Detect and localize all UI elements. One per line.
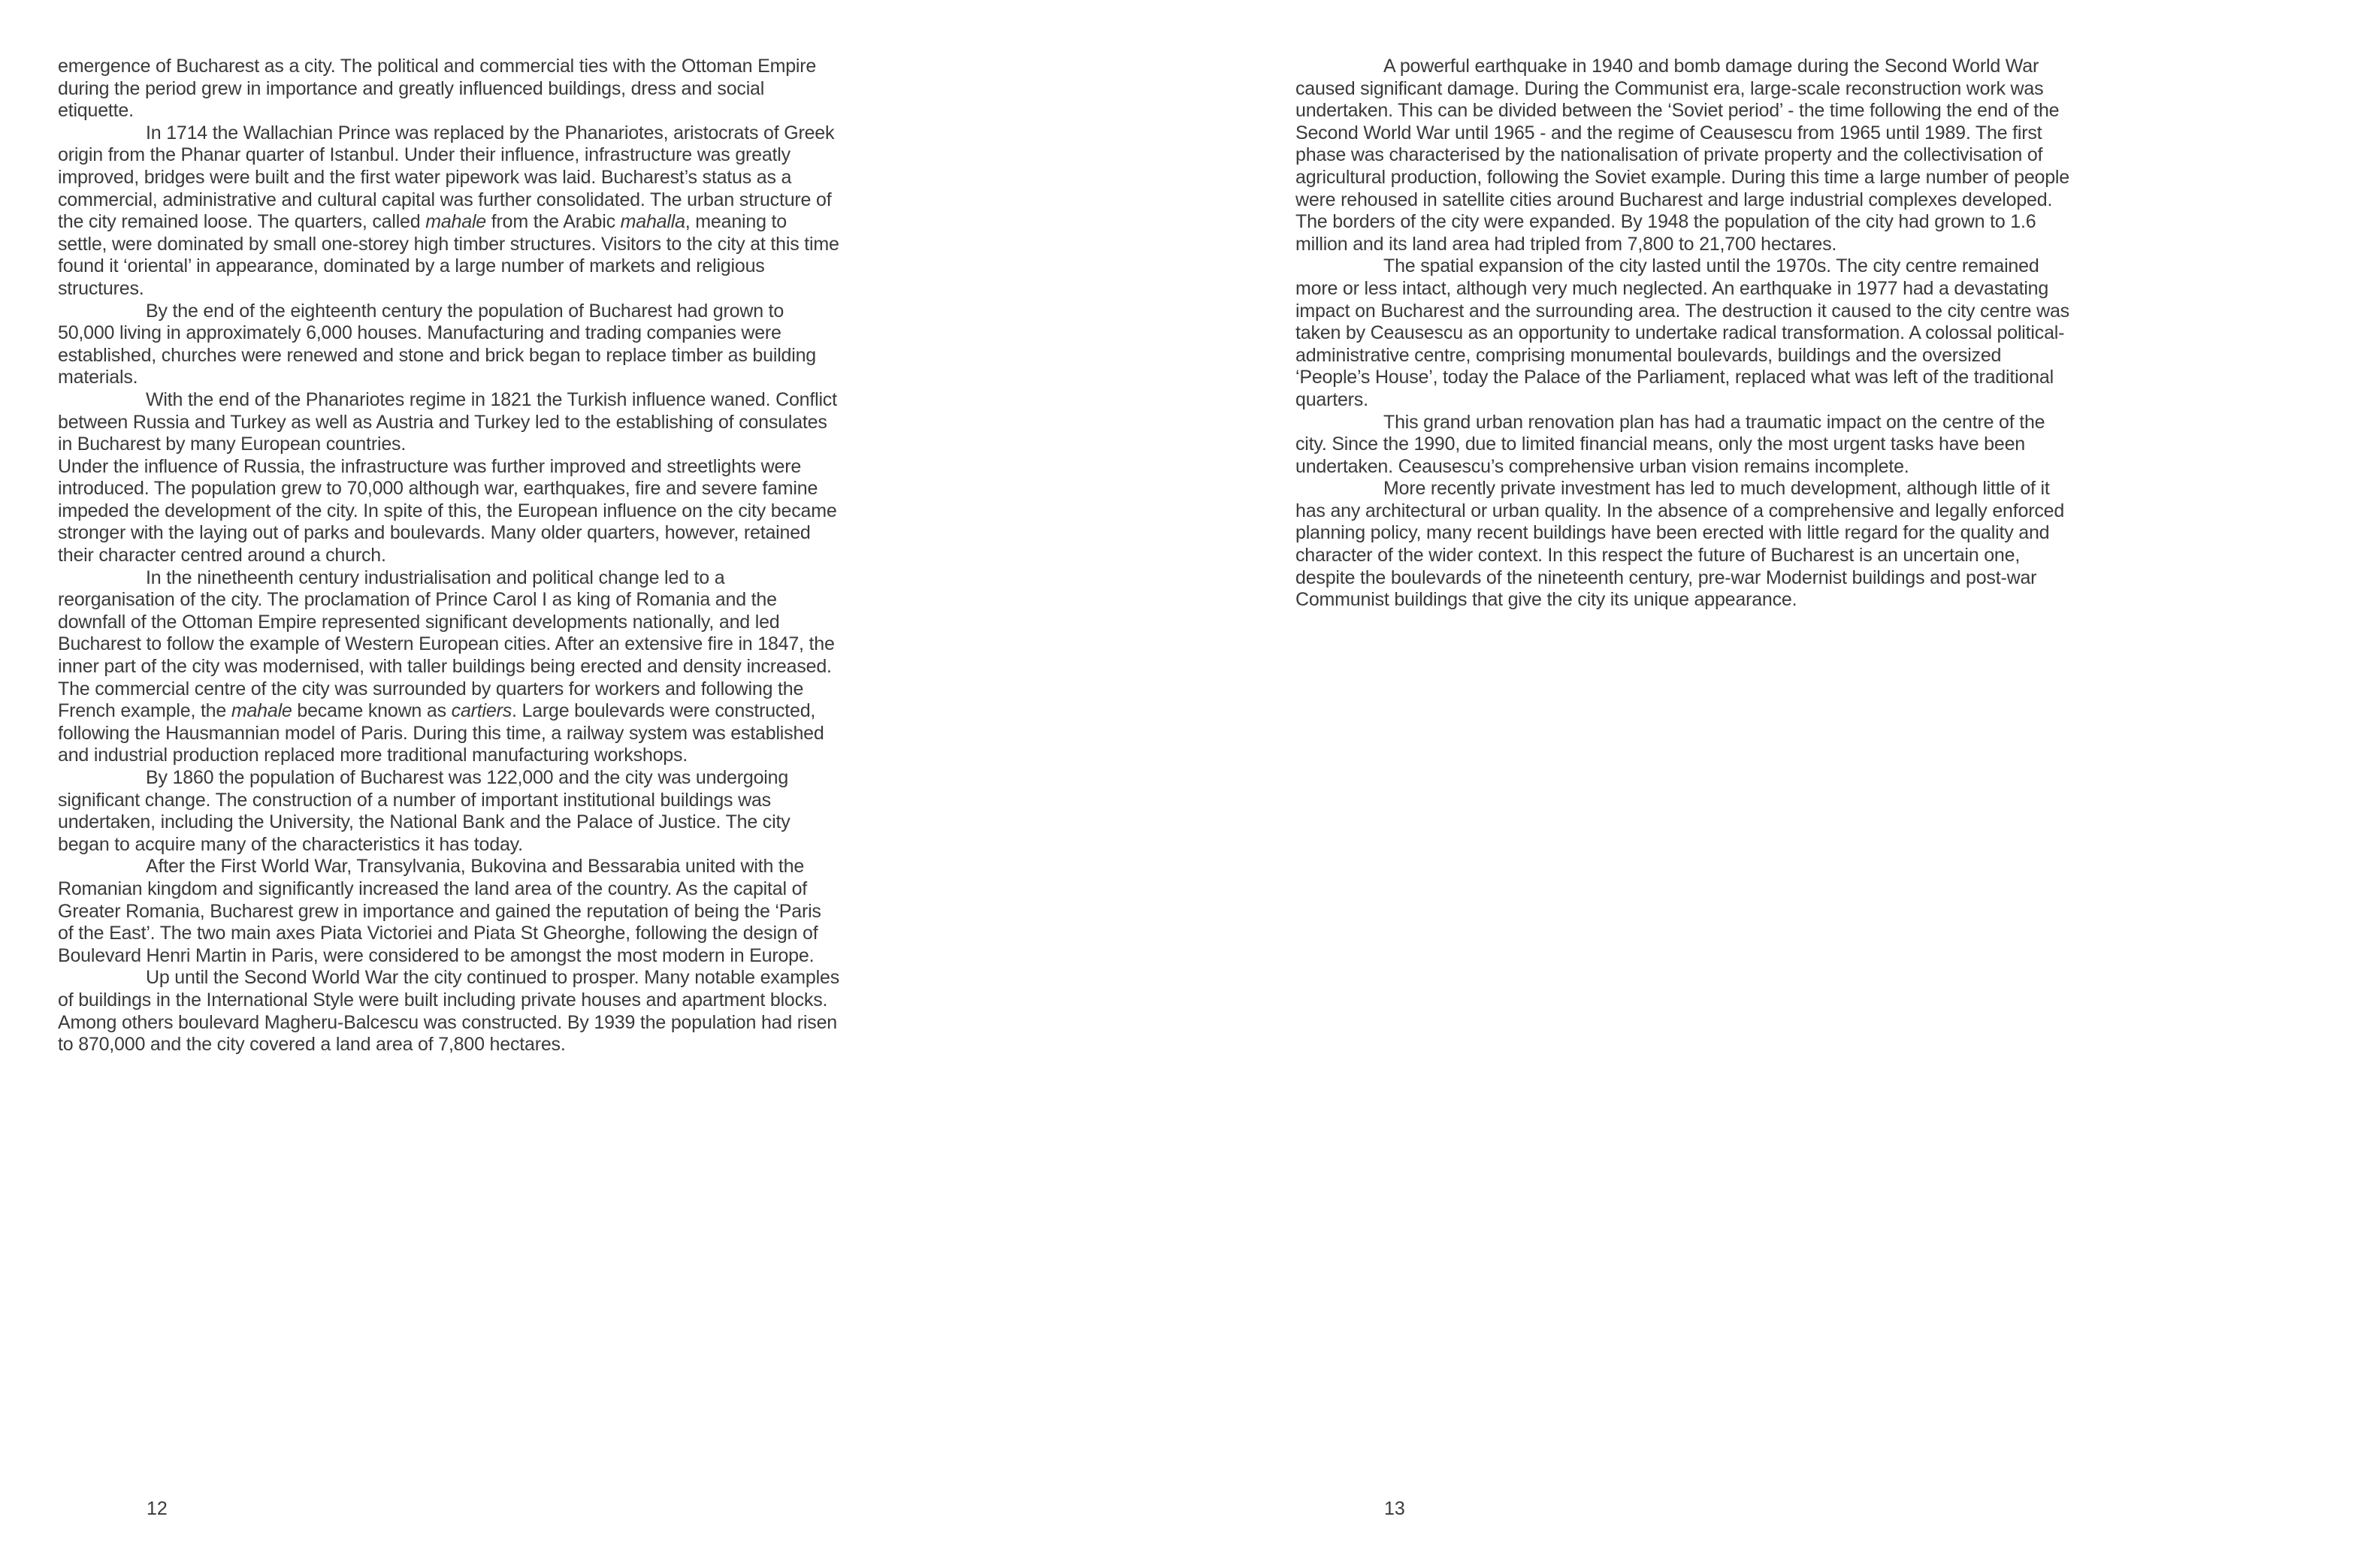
page-number: 13 [1384,1498,1405,1519]
paragraph [58,301,839,389]
text-segment: A powerful earthquake in 1940 and bomb damage during the Second World War caused significant damage. During the Communist era, large-scale reconstruction work was undertaken. This can be divided between the ‘Soviet period’ - the time following the end of the Second World War until 1965 - and the regime of Ceausescu from 1965 until 1989. The first phase was characterised by the nationalisation of private property and the collectivisation of agricultural production, following the Soviet example. During this time a large number of people were rehoused in satellite cities around Bucharest and large industrial complexes developed. The borders of the city were expanded. By 1948 the population of the city had grown to 1.6 million and its land area had tripled from 7,800 to 21,700 hectares. [1295,56,2069,255]
text-segment: More recently private investment has led to much development, although little of it has any architectural or urban quality. In the absence of a comprehensive and legally enforced planning policy, many recent buildings have been erected with little regard for the quality and character of the wider context. In this respect the future of Bucharest is an uncertain one, despite the boulevards of the nineteenth century, pre-war Modernist buildings and post-war Communist buildings that give the city its unique appearance. [1295,478,2065,611]
paragraph [58,767,839,856]
italic-term: mahale [425,211,487,233]
page-number: 12 [147,1498,168,1519]
text-segment: The spatial expansion of the city lasted until the 1970s. The city centre remained more or less intact, although very much neglected. An earthquake in 1977 had a devastating impact on Bucharest and the surrounding area. The destruction it caused to the city centre was taken by Ceausescu as an opportunity to undertake radical transformation. A colossal political-administrative centre, comprising monumental boulevards, buildings and the oversized ‘People’s House’, today the Palace of the Parliament, replaced what was left of the traditional quarters. [1295,255,2069,410]
right-page [1184,0,2367,1568]
text-segment: Under the influence of Russia, the infrastructure was further improved and streetlights were introduced. The population grew to 70,000 although war, earthquakes, fire and severe famine impeded the development of the city. In spite of this, the European influence on the city became stronger with the laying out of parks and boulevards. Many older quarters, however, retained their character centred around a church. [58,455,837,566]
text-segment: Up until the Second World War the city continued to prosper. Many notable examples of buildings in the International Style were built including private houses and apartment blocks. Among others boulevard Magheru-Balcescu was constructed. By 1939 the population had risen to 870,000 and the city covered a land area of 7,800 hectares. [58,967,839,1056]
paragraph [58,856,839,967]
text-segment: . Large boulevards were constructed, following the Hausmannian model of Paris. During this time, a railway system was established and industrial production replaced more traditional manufacturing workshops. [58,700,824,766]
paragraph [58,967,839,1056]
paragraph [58,567,839,767]
text-segment: from the Arabic [486,211,621,233]
paragraph [58,122,839,301]
text-segment: emergence of Bucharest as a city. The political and commercial ties with the Ottoman Empire during the period grew in importance and greatly influenced buildings, dress and social etiquette. [58,56,817,122]
body-text [58,56,839,1056]
body-text [1295,56,2077,612]
paragraph [1295,412,2077,479]
text-segment: In 1714 the Wallachian Prince was replaced by the Phanariotes, aristocrats of Greek origin from the Phanar quarter of Istanbul. Under their influence, infrastructure was greatly improved, bridges were built and the first water pipework was laid. Bucharest’s status as a commercial, administrative and cultural capital was further consolidated. The urban structure of the city remained loose. The quarters, called [58,122,835,233]
paragraph [1295,478,2077,612]
italic-term: mahale [231,700,292,722]
text-segment: With the end of the Phanariotes regime in 1821 the Turkish influence waned. Conflict between Russia and Turkey as well as Austria and Turkey led to the establishing of consulates in Bucharest by many European countries. [58,388,837,455]
paragraph [58,456,839,567]
paragraph [1295,255,2077,411]
text-segment: In the ninetheenth century industrialisation and political change led to a reorganisation of the city. The proclamation of Prince Carol I as king of Romania and the downfall of the Ottoman Empire represented significant developments nationally, and led Bucharest to follow the example of Western European cities. After an extensive fire in 1847, the inner part of the city was modernised, with taller buildings being erected and density increased. The commercial centre of the city was surrounded by quarters for workers and following the French example, the [58,566,835,722]
text-segment: , meaning to settle, were dominated by small one-storey high timber structures. Visitors to the city at this time found it ‘oriental’ in appearance, dominated by a large number of markets and religious structures. [58,211,839,299]
paragraph [1295,56,2077,255]
text-segment: became known as [292,700,452,722]
italic-term: mahalla [620,211,685,233]
italic-term: cartiers [451,700,512,722]
paragraph [58,56,839,122]
text-segment: After the First World War, Transylvania, Bukovina and Bessarabia united with the Romanian kingdom and significantly increased the land area of the country. As the capital of Greater Romania, Bucharest grew in importance and gained the reputation of being the ‘Paris of the East’. The two main axes Piata Victoriei and Piata St Gheorghe, following the design of Boulevard Henri Martin in Paris, were considered to be amongst the most modern in Europe. [58,856,821,966]
text-segment: By the end of the eighteenth century the population of Bucharest had grown to 50,000 living in approximately 6,000 houses. Manufacturing and trading companies were established, churches were renewed and stone and brick began to replace timber as building materials. [58,300,817,388]
text-segment: This grand urban renovation plan has had a traumatic impact on the centre of the city. Since the 1990, due to limited financial means, only the most urgent tasks have been undertaken. Ceausescu’s comprehensive urban vision remains incomplete. [1295,411,2045,477]
paragraph [58,389,839,456]
text-segment: By 1860 the population of Bucharest was 122,000 and the city was undergoing significant change. The construction of a number of important institutional buildings was undertaken, including the University, the National Bank and the Palace of Justice. The city began to acquire many of the characteristics it has today. [58,767,791,855]
